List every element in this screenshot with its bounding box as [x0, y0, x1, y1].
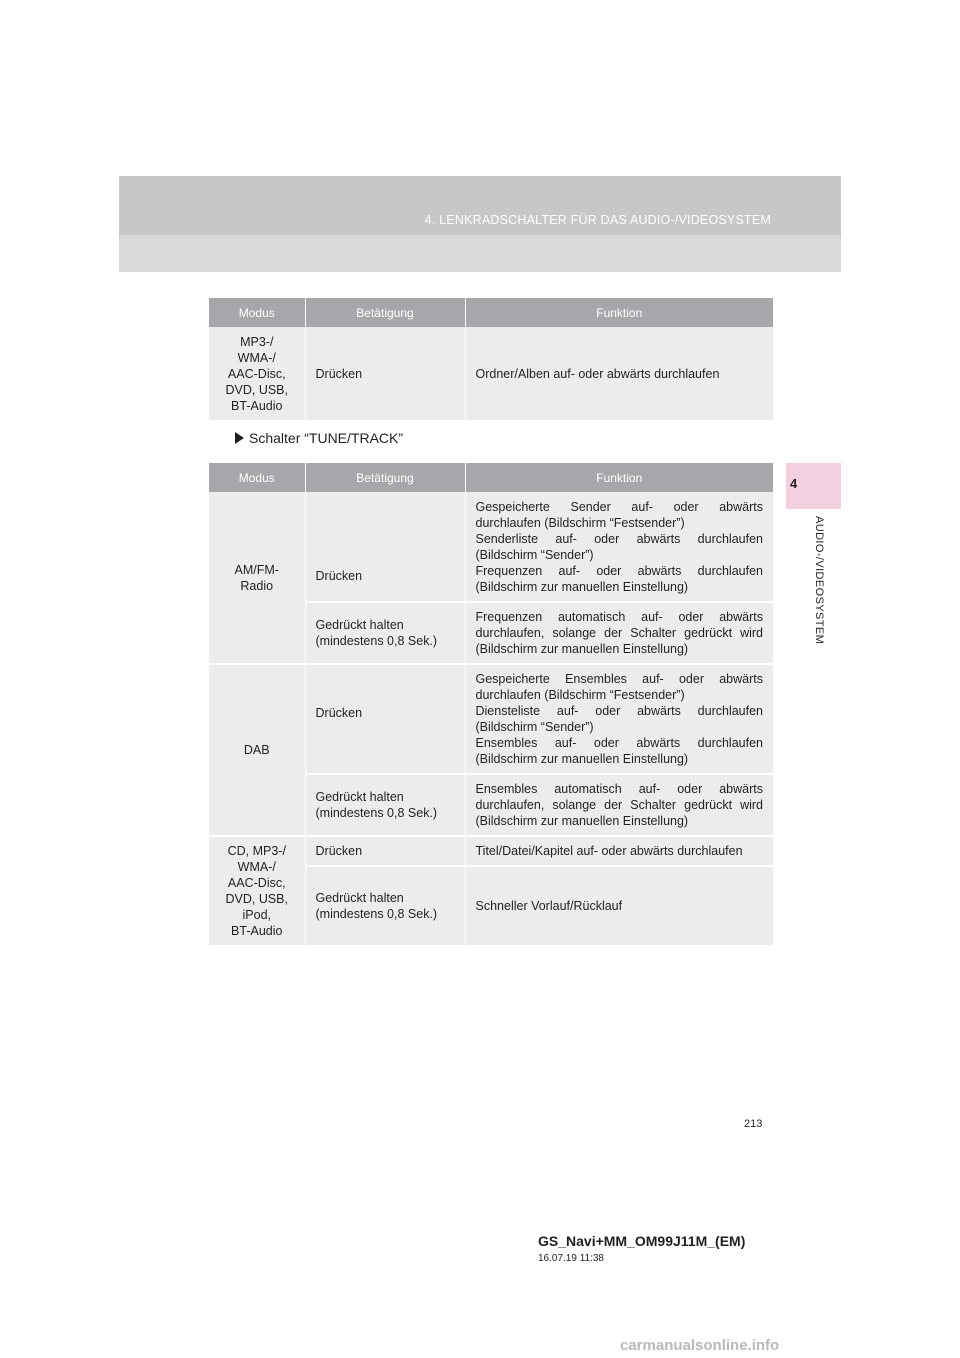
- modus-line: AAC-Disc,: [227, 366, 286, 381]
- page-number: 213: [744, 1118, 763, 1130]
- table-tune-track: [209, 463, 773, 947]
- cell-press: Drücken: [305, 664, 465, 774]
- function-line: Senderliste auf- oder abwärts durchlaufen: [475, 531, 763, 546]
- modus-line: BT-Audio: [231, 398, 283, 413]
- chapter-side-label: AUDIO-/VIDEOSYSTEM: [813, 516, 825, 645]
- function-line: Frequenzen automatisch auf- oder abwärts: [475, 610, 763, 624]
- cell-modus-am-fm: [209, 492, 305, 664]
- modus-line: iPod,: [242, 908, 271, 922]
- col-modus: Modus: [209, 463, 305, 492]
- modus-line: CD, MP3-/: [227, 844, 286, 858]
- table-row: [209, 836, 773, 866]
- hold-line: Gedrückt halten: [315, 891, 404, 905]
- table-row: [209, 492, 773, 602]
- document-code: GS_Navi+MM_OM99J11M_(EM): [538, 1233, 746, 1249]
- section-heading: [235, 430, 403, 446]
- col-funktion: Funktion: [465, 298, 773, 327]
- modus-line: DVD, USB,: [225, 892, 288, 906]
- function-line: Frequenzen auf- oder abwärts durchlaufen: [475, 563, 763, 578]
- function-line: (Bildschirm zur manuellen Einstellung): [475, 579, 689, 594]
- modus-line: BT-Audio: [231, 924, 283, 938]
- col-funktion: Funktion: [465, 463, 773, 492]
- cell-modus-dab: DAB: [209, 664, 305, 836]
- chapter-number: 4: [790, 476, 798, 491]
- function-line: durchlaufen, solange der Schalter gedrückt wird: [475, 626, 763, 640]
- function-line: (Bildschirm zur manuellen Einstellung): [475, 642, 689, 656]
- cell-hold-function: Schneller Vorlauf/Rücklauf: [465, 866, 773, 946]
- function-line: (Bildschirm zur manuellen Einstellung): [475, 752, 689, 766]
- function-line: (Bildschirm “Sender”): [475, 547, 594, 562]
- triangle-bullet-icon: [235, 432, 244, 444]
- function-line: durchlaufen (Bildschirm “Festsender”): [475, 515, 685, 530]
- cell-press-function: [465, 664, 773, 774]
- function-line: (Bildschirm zur manuellen Einstellung): [475, 814, 689, 828]
- cell-hold-function: [465, 774, 773, 836]
- function-line: Gespeicherte Sender auf- oder abwärts: [475, 499, 763, 514]
- table-row: [209, 664, 773, 774]
- cell-hold: [305, 866, 465, 946]
- modus-line: Radio: [240, 578, 274, 593]
- table-header-row: [209, 298, 773, 327]
- cell-modus: [209, 327, 305, 421]
- cell-hold: [305, 602, 465, 664]
- chapter-title: 4. LENKRADSCHALTER FÜR DAS AUDIO-/VIDEOSYSTEM: [424, 213, 771, 227]
- watermark: carmanualsonline.info: [620, 1337, 780, 1354]
- modus-line: AAC-Disc,: [227, 876, 286, 890]
- modus-line: WMA-/: [237, 350, 276, 365]
- col-modus: Modus: [209, 298, 305, 327]
- cell-modus-cd: [209, 836, 305, 946]
- modus-line: DVD, USB,: [225, 382, 288, 397]
- modus-line: AM/FM-: [234, 562, 279, 577]
- function-line: (Bildschirm “Sender”): [475, 720, 594, 734]
- modus-line: WMA-/: [237, 860, 276, 874]
- hold-line: (mindestens 0,8 Sek.): [315, 806, 438, 820]
- hold-line: Gedrückt halten: [315, 790, 404, 804]
- table-row: [209, 327, 773, 421]
- table-header-row: [209, 463, 773, 492]
- table-folder-switch: [209, 298, 773, 422]
- cell-press-function: Titel/Datei/Kapitel auf- oder abwärts durchlaufen: [465, 836, 773, 866]
- hold-line: (mindestens 0,8 Sek.): [315, 634, 438, 648]
- section-heading-text: Schalter “TUNE/TRACK”: [249, 430, 404, 446]
- function-line: durchlaufen (Bildschirm “Festsender”): [475, 688, 685, 702]
- cell-funktion: Ordner/Alben auf- oder abwärts durchlaufen: [465, 327, 773, 421]
- hold-line: (mindestens 0,8 Sek.): [315, 907, 438, 921]
- function-line: Diensteliste auf- oder abwärts durchlaufen: [475, 704, 763, 718]
- cell-press-function: [465, 492, 773, 602]
- col-betaetigung: Betätigung: [305, 298, 465, 327]
- function-line: Gespeicherte Ensembles auf- oder abwärts: [475, 672, 763, 686]
- cell-hold-function: [465, 602, 773, 664]
- function-line: durchlaufen, solange der Schalter gedrückt wird: [475, 798, 763, 812]
- cell-press: Drücken: [305, 836, 465, 866]
- function-line: Ensembles automatisch auf- oder abwärts: [475, 782, 763, 796]
- modus-line: MP3-/: [240, 334, 274, 349]
- document-date: 16.07.19 11:38: [538, 1253, 604, 1264]
- cell-hold: [305, 774, 465, 836]
- cell-betaetigung: Drücken: [305, 327, 465, 421]
- hold-line: Gedrückt halten: [315, 618, 404, 632]
- cell-press: Drücken: [305, 492, 465, 602]
- function-line: Ensembles auf- oder abwärts durchlaufen: [475, 736, 763, 750]
- col-betaetigung: Betätigung: [305, 463, 465, 492]
